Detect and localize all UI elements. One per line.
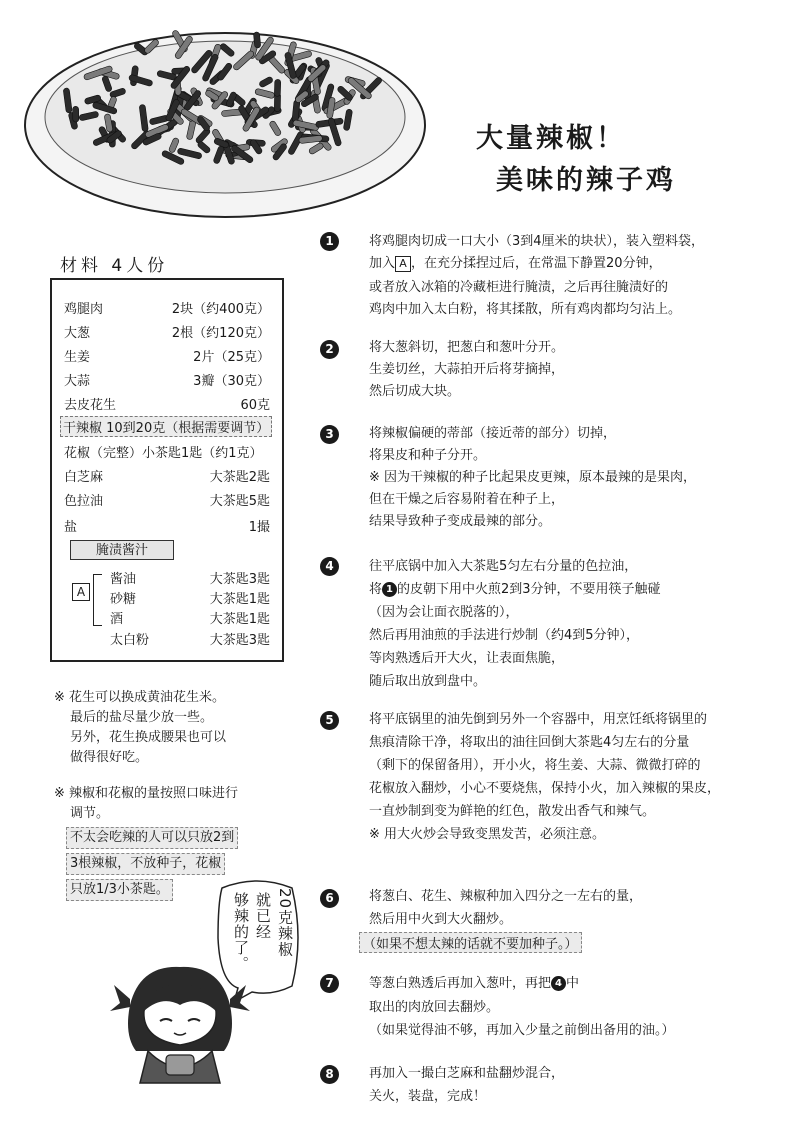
step-line: 将鸡腿肉切成一口大小（3到4厘米的块状），装入塑料袋， (369, 234, 705, 249)
ingredient-name: 大蒜 (64, 374, 91, 389)
ingredient-amount: 2块（约400克） (171, 302, 270, 317)
marinade-amount: 大茶匙1匙 (209, 612, 270, 627)
step-number: 1 (320, 232, 339, 251)
step-ref-number: 4 (551, 976, 566, 991)
step-line: 然后用中火到大火翻炒。 (369, 912, 513, 927)
note2-line: 调节。 (70, 806, 110, 821)
marinade-bracket (93, 574, 102, 626)
step-line-with-ref (369, 578, 661, 597)
dish-illustration (0, 0, 440, 240)
step-line: 随后取出放到盘中。 (369, 674, 487, 689)
step-line: 取出的肉放回去翻炒。 (369, 1000, 500, 1015)
ingredient-name: 生姜 (64, 350, 91, 365)
step-line: 关火，装盘，完成！ (369, 1089, 487, 1104)
step-line: 再加入一撮白芝麻和盐翻炒混合， (369, 1066, 565, 1081)
marinade-name: 砂糖 (110, 592, 137, 607)
marinade-name: 酒 (110, 612, 124, 627)
step-number: 5 (320, 711, 339, 730)
note2-highlight-line: 只放1/3小茶匙。 (66, 879, 173, 901)
step-number: 3 (320, 425, 339, 444)
step-line: （因为会让面衣脱落的）， (369, 605, 519, 620)
ingredients-header: 材料 4人份 (60, 256, 169, 276)
step-line: ※ 因为干辣椒的种子比起果皮更辣，原本最辣的是果肉， (369, 470, 697, 485)
step-line: ※ 用大火炒会导致变黑发苦，必须注意。 (369, 827, 606, 842)
step-line-with-ref (369, 972, 579, 991)
step-line: 等肉熟透后开大火，让表面焦脆， (369, 651, 565, 666)
ingredient-name: 去皮花生 (64, 398, 117, 413)
step-line-prefix: 加入 (369, 256, 396, 271)
note1-line: ※ 花生可以换成黄油花生米。 (54, 690, 226, 705)
step-line: 往平底锅中加入大茶匙5匀左右分量的色拉油， (369, 559, 638, 574)
ingredient-name: 色拉油 (64, 494, 104, 509)
ingredient-amount: 3瓣（30克） (193, 374, 270, 389)
marinade-group-marker: A (72, 583, 90, 601)
step-number: 6 (320, 889, 339, 908)
ingredient-name: 鸡腿肉 (64, 302, 104, 317)
step-line-rest: 在充分揉捏过后，在常温下静置20分钟， (424, 256, 662, 271)
note1-line: 做得很好吃。 (70, 750, 149, 765)
note1-line: 最后的盐尽量少放一些。 (70, 710, 214, 725)
ingredient-name-highlighted: 干辣椒 10到20克（根据需要调节） (60, 416, 272, 437)
marinade-name: 太白粉 (110, 633, 150, 648)
step-ref-number: 1 (382, 582, 397, 597)
step-line-prefix: 将 (369, 582, 383, 597)
step-line: 但在干燥之后容易附着在种子上， (369, 492, 565, 507)
step-number: 7 (320, 974, 339, 993)
step-line: 将果皮和种子分开。 (369, 448, 487, 463)
step-line: 结果导致种子变成最辣的部分。 (369, 514, 552, 529)
ingredient-name: 花椒（完整）小茶匙1匙（约1克） (64, 446, 263, 461)
ingredient-amount: 大茶匙5匙 (209, 494, 270, 509)
recipe-title-line1: 大量辣椒！ (476, 123, 626, 154)
chili-piece (73, 106, 79, 122)
step-line-with-marker: 加入 A ，在充分揉捏过后，在常温下静置20分钟， (369, 256, 662, 271)
step-line: 生姜切丝，大蒜拍开后将芽摘掉， (369, 362, 565, 377)
step-number: 2 (320, 340, 339, 359)
ingredient-name: 白芝麻 (64, 470, 104, 485)
recipe-title-line2: 美味的辣子鸡 (496, 165, 676, 196)
marinade-label: 腌渍酱汁 (70, 540, 174, 560)
chibi-character-illustration (100, 955, 260, 1085)
ingredient-amount: 2根（约120克） (171, 326, 270, 341)
ingredient-amount: 60克 (240, 398, 270, 413)
note2-highlight-line: 不太会吃辣的人可以只放2到 (66, 827, 238, 849)
step-line: 或者放入冰箱的冷藏柜进行腌渍，之后再往腌渍好的 (369, 280, 669, 295)
step-line: （如果觉得油不够，再加入少量之前倒出备用的油。） (369, 1023, 675, 1038)
step-line: （剩下的保留备用），开小火，将生姜、大蒜、微微打碎的 (369, 758, 701, 773)
bubble-column: 20克辣椒 (276, 888, 294, 958)
note2-highlight-line: 3根辣椒，不放种子，花椒 (66, 853, 225, 875)
step-line: 花椒放入翻炒，小心不要烧焦，保持小火，加入辣椒的果皮， (369, 781, 721, 796)
step-line: 焦痕清除干净，将取出的油往回倒大茶匙4匀左右的分量 (369, 735, 690, 750)
step-number: 8 (320, 1065, 339, 1084)
marinade-amount: 大茶匙3匙 (209, 633, 270, 648)
step-line: 然后切成大块。 (369, 384, 461, 399)
step-number: 4 (320, 557, 339, 576)
marinade-amount: 大茶匙1匙 (209, 592, 270, 607)
step-line: 鸡肉中加入太白粉，将其揉散，所有鸡肉都均匀沾上。 (369, 302, 682, 317)
step-line: 将大葱斜切，把葱白和葱叶分开。 (369, 340, 565, 355)
ingredient-amount: 1撮 (248, 520, 270, 535)
chili-piece (253, 32, 261, 48)
step-line-prefix: 等葱白熟透后再加入葱叶，再把 (369, 976, 552, 991)
marinade-amount: 大茶匙3匙 (209, 572, 270, 587)
marinade-a-marker: A (395, 256, 411, 272)
step-line-highlighted: （如果不想太辣的话就不要加种子。） (359, 932, 582, 953)
chili-piece (274, 79, 281, 96)
ingredient-name: 大葱 (64, 326, 91, 341)
step-line: 将辣椒偏硬的蒂部（接近蒂的部分）切掉， (369, 426, 617, 441)
marinade-name: 酱油 (110, 572, 137, 587)
step-line-rest: 的皮朝下用中火煎2到3分钟，不要用筷子触碰 (397, 582, 661, 597)
step-line: 然后再用油煎的手法进行炒制（约4到5分钟）， (369, 628, 640, 643)
step-line: 一直炒制到变为鲜艳的红色，散发出香气和辣气。 (369, 804, 656, 819)
note2-line: ※ 辣椒和花椒的量按照口味进行 (54, 786, 239, 801)
bubble-column: 够辣的了。 (232, 892, 250, 972)
ingredient-amount: 大茶匙2匙 (209, 470, 270, 485)
ingredient-name: 盐 (64, 520, 78, 535)
step-line: 将葱白、花生、辣椒种加入四分之一左右的量， (369, 889, 643, 904)
ingredient-amount: 2片（25克） (193, 350, 270, 365)
bubble-column: 就已经 (254, 892, 272, 940)
step-line-rest: 中 (566, 976, 580, 991)
step-line: 将平底锅里的油先倒到另外一个容器中，用烹饪纸将锅里的 (369, 712, 708, 727)
note1-line: 另外，花生换成腰果也可以 (70, 730, 227, 745)
